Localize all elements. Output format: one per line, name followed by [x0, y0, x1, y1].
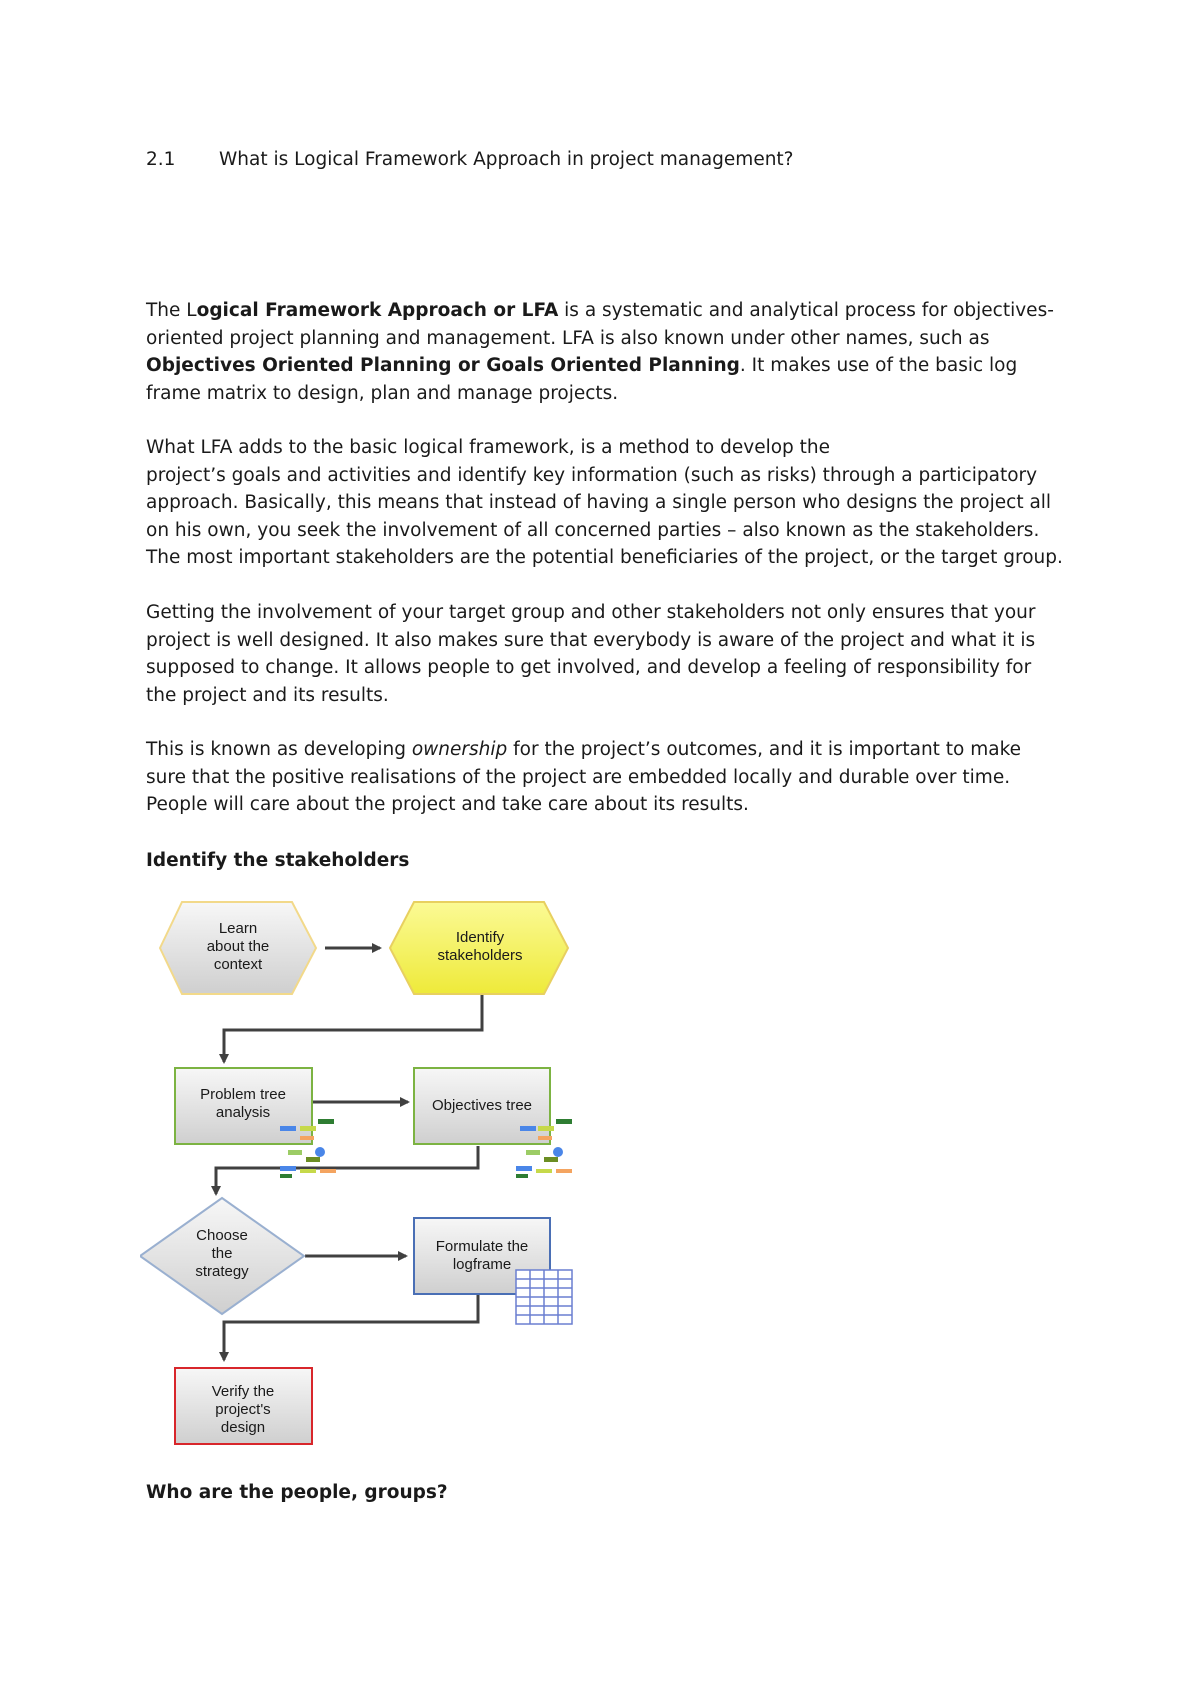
problem-label-line: analysis — [215, 1104, 271, 1121]
bold-term: Objectives Oriented Planning or Goals Oriented Planning — [146, 355, 740, 376]
verify-label-line: Verify the — [211, 1383, 275, 1400]
text-run: This is known as developing — [146, 739, 412, 760]
text-run: Getting the involvement of your target group and other stakeholders not only ensures that your project is well designed. It also makes sure that everybody is aware of the project and what it is supposed to change. It allows people to get involved, and develop a feeling of responsibility for the project and its results. — [146, 602, 1036, 706]
lfa-flow-diagram — [140, 890, 600, 1460]
verify-label-line: design — [220, 1419, 266, 1436]
choose-label-line: strategy — [195, 1263, 249, 1280]
verify-design-step — [175, 1368, 312, 1444]
bold-term: ogical Framework Approach or LFA — [196, 300, 559, 321]
identify-label-line: Identify — [455, 929, 505, 946]
choose-label-line: the — [211, 1245, 233, 1262]
paragraph-involvement — [146, 599, 1066, 709]
objectives-tree-icon — [516, 1119, 572, 1178]
paragraph-lfa-definition — [146, 297, 1066, 407]
paragraph-ownership — [146, 736, 1066, 819]
problem-label-line: Problem tree — [200, 1086, 286, 1103]
problem-tree-icon — [280, 1119, 336, 1178]
arrow-objectives-to-choose — [216, 1146, 478, 1194]
text-run: The L — [146, 300, 197, 321]
arrow-formulate-to-verify — [224, 1292, 478, 1360]
section-title: What is Logical Framework Approach in project management? — [219, 149, 794, 170]
problem-tree-step — [175, 1068, 336, 1178]
flow-connectors — [213, 948, 482, 1360]
learn-label-line: context — [213, 956, 263, 973]
section-heading — [146, 148, 794, 172]
text-run: is a systematic and analytical process for objectives-oriented project planning and management. LFA is also known under other names, such as — [146, 300, 1054, 349]
learn-label-line: about the — [206, 938, 270, 955]
identify-stakeholders-step — [390, 902, 568, 994]
choose-label-line: Choose — [196, 1227, 248, 1244]
learn-label-line: Learn — [218, 920, 258, 937]
formulate-label-line: logframe — [452, 1256, 512, 1273]
text-run: project’s goals and activities and identify key information (such as risks) through a participatory approach. Basically, this means that instead of having a single person who designs the project all on his own, you seek the involvement of all concerned parties – also known as the stakeholders. The most important stakeholders are the potential beneficiaries of the project, or the target group. — [146, 464, 1063, 568]
italic-term: ownership — [411, 739, 508, 760]
verify-label-line: project's — [215, 1401, 271, 1418]
formulate-label-line: Formulate the — [435, 1238, 529, 1255]
identify-label-line: stakeholders — [437, 947, 523, 964]
text-run: . It makes use of the basic log frame matrix to design, plan and manage projects. — [146, 355, 1018, 404]
objectives-tree-step — [414, 1068, 572, 1178]
section-number: 2.1 — [146, 149, 176, 170]
arrow-identify-to-problem — [224, 992, 482, 1062]
objectives-label-line: Objectives tree — [431, 1097, 533, 1114]
choose-strategy-step — [140, 1198, 304, 1314]
paragraph-lfa-method — [146, 434, 1066, 572]
logframe-table-icon — [516, 1270, 572, 1324]
subheading-identify-stakeholders: Identify the stakeholders — [146, 850, 410, 871]
text-run: for the project’s outcomes, and it is important to make sure that the positive realisations of the project are embedded locally and durable over time. People will care about the project and take care about its results. — [146, 739, 1022, 815]
subheading-who-are-people: Who are the people, groups? — [146, 1482, 448, 1503]
text-run: What LFA adds to the basic logical framework, is a method to develop the — [146, 437, 831, 458]
learn-context-step — [160, 902, 316, 994]
formulate-logframe-step — [414, 1218, 572, 1324]
